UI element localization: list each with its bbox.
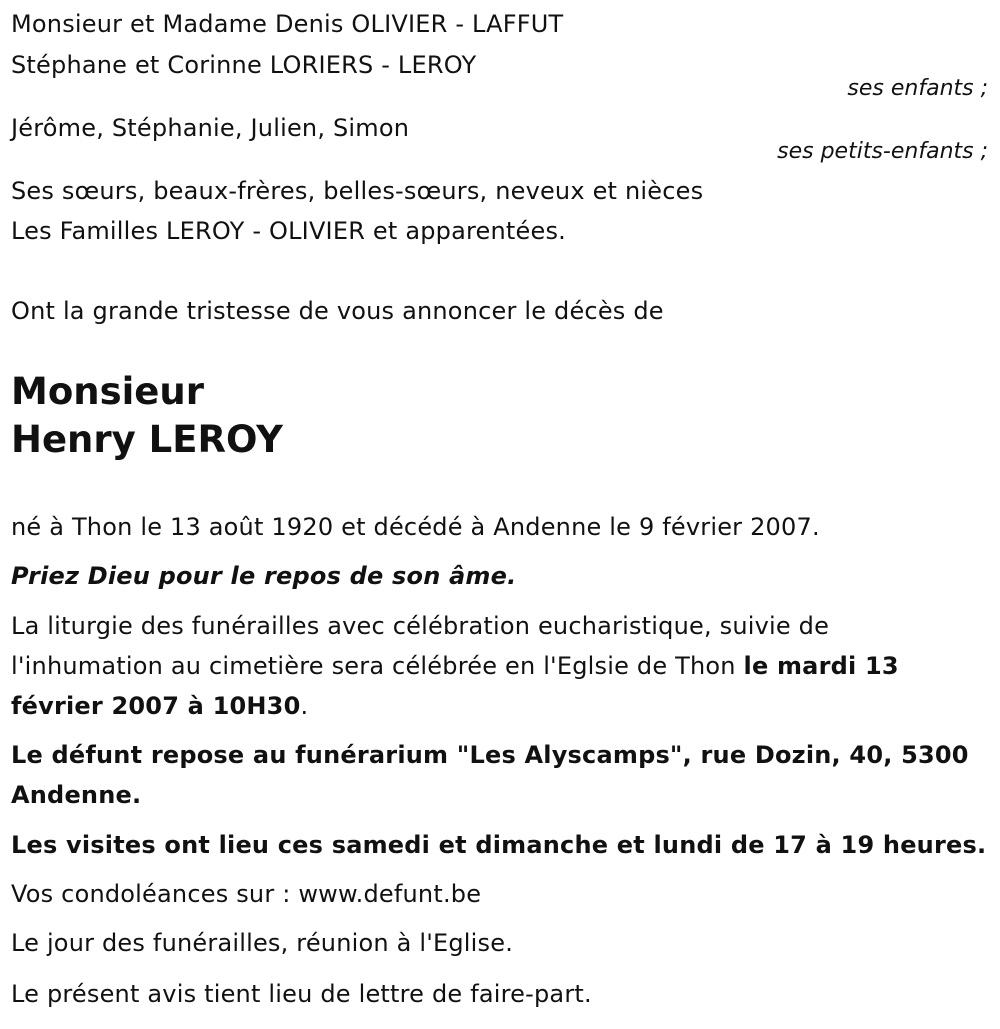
children-role: ses enfants ; <box>847 76 988 101</box>
notice-line: Le présent avis tient lieu de lettre de faire-part. <box>11 980 592 1008</box>
children-line-2: Stéphane et Corinne LORIERS - LEROY <box>11 51 477 79</box>
funeral-text: La liturgie des funérailles avec célébration eucharistique, suivie de l'inhumation au cimetière sera célébrée en l'Eglsie de Thon <box>11 612 830 680</box>
funeral-end: . <box>300 692 309 720</box>
prayer-line: Priez Dieu pour le repos de son âme. <box>11 562 517 590</box>
funeral-date: le mardi 13 février 2007 à 10H30 <box>11 652 899 720</box>
gathering-line: Le jour des funérailles, réunion à l'Eglise. <box>11 929 514 957</box>
birth-death-line: né à Thon le 13 août 1920 et décédé à Andenne le 9 février 2007. <box>11 513 820 541</box>
families-line: Les Familles LEROY - OLIVIER et apparentées. <box>11 217 566 245</box>
siblings-line: Ses sœurs, beaux-frères, belles-sœurs, neveux et nièces <box>11 177 704 205</box>
condolences-line: Vos condoléances sur : www.defunt.be <box>11 880 482 908</box>
rest-place-paragraph: Le défunt repose au funérarium "Les Alyscamps", rue Dozin, 40, 5300 Andenne. <box>11 741 969 809</box>
children-line-1: Monsieur et Madame Denis OLIVIER - LAFFUT <box>11 10 564 38</box>
announcement-line: Ont la grande tristesse de vous annoncer le décès de <box>11 297 664 325</box>
deceased-honorific: Monsieur <box>11 370 204 413</box>
grandchildren-line: Jérôme, Stéphanie, Julien, Simon <box>11 114 410 142</box>
deceased-name: Henry LEROY <box>11 418 283 461</box>
funeral-paragraph <box>11 606 986 726</box>
visits-line: Les visites ont lieu ces samedi et dimanche et lundi de 17 à 19 heures. <box>11 831 987 859</box>
grandchildren-role: ses petits-enfants ; <box>777 139 988 164</box>
